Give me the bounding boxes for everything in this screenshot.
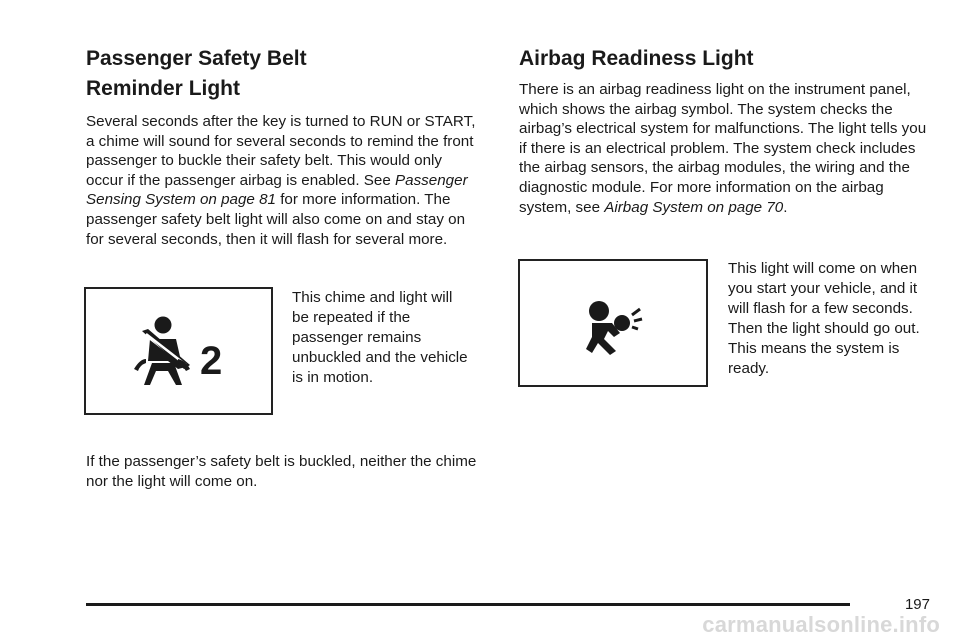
airbag-paragraph-1 [519,80,929,217]
heading-line-2: Reminder Light [86,77,241,100]
airbag-icon-side-text: This light will come on when you start your vehicle, and it will flash for a few seconds. Then the light should go out. This means the system is ready. [728,260,920,377]
airbag-icon-box [518,259,708,387]
seatbelt-icon-side-text: This chime and light will be repeated if the passenger remains unbuckled and the vehicle is in motion. [292,289,468,386]
cross-reference-link: Airbag System on page 70 [604,198,784,216]
footer-rule [86,603,850,606]
page-number: 197 [904,596,930,613]
cross-reference-link: Passenger Sensing System on page 81 [86,171,468,209]
seatbelt-paragraph-2: If the passenger’s safety belt is buckled, neither the chime nor the light will come on. [86,453,477,490]
paragraph-text: for more information. The passenger safety belt light will also come on and stay on for several seconds, then it will flash for several more. [86,191,466,248]
paragraph-text: . [783,198,788,216]
seatbelt-reminder-heading [86,44,481,104]
right-column [519,44,929,217]
airbag-readiness-heading: Airbag Readiness Light [519,47,754,70]
seatbelt-icon-box [84,287,273,415]
watermark: carmanualsonline.info [702,612,940,637]
passenger-seatbelt-icon [86,289,271,413]
heading-line-1: Passenger Safety Belt [86,47,307,70]
seatbelt-icon-label: 2 [200,339,223,383]
left-column [86,44,481,249]
airbag-icon [520,261,706,385]
paragraph-text: Several seconds after the key is turned to RUN or START, a chime will sound for several seconds to remind the front passenger to buckle their safety belt. This would only occur if the passenger airbag is enabled. See [86,113,476,189]
seatbelt-paragraph-1 [86,112,481,249]
paragraph-text: There is an airbag readiness light on the instrument panel, which shows the airbag symbol. The system checks the airbag’s electrical system for malfunctions. The light tells you if there is an electrical problem. The system check includes the airbag sensors, the airbag modules, the wiring and the diagnostic module. For more information on the airbag system, see [519,81,927,216]
